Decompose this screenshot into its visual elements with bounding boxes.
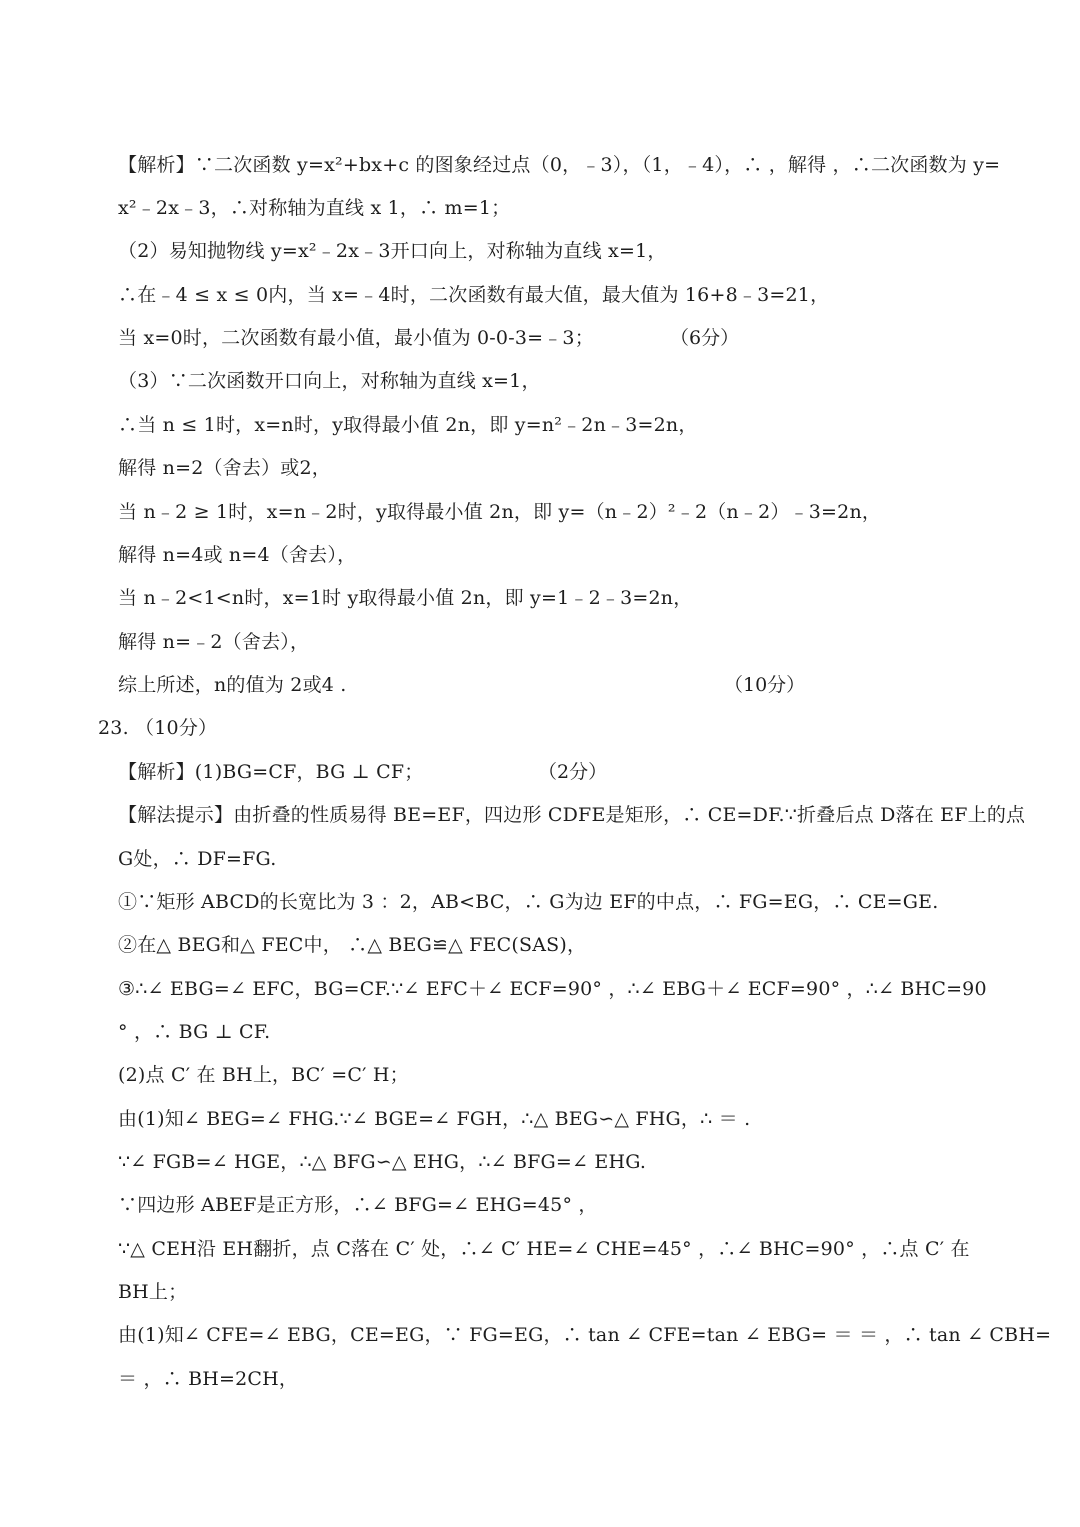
text-line-16: 【解法提示】由折叠的性质易得 BE=EF，四边形 CDFE是矩形，∴ CE=DF.∵折叠后点 D落在 EF上的点 (118, 804, 1026, 826)
text-line-13: 综上所述，n的值为 2或4 . (118, 674, 347, 696)
text-line-11: 当 n﹣2<1<n时，x=1时 y取得最小值 2n，即 y=1﹣2﹣3=2n， (118, 587, 693, 609)
text-line-15: 【解析】(1)BG=CF，BG ⊥ CF； (118, 761, 424, 783)
text-line-12: 解得 n=﹣2（舍去）， (118, 631, 310, 653)
text-line-5: 当 x=0时，二次函数有最小值，最小值为 0-0-3=﹣3； (118, 327, 594, 349)
score-6: （6分） (670, 327, 740, 349)
text-line-6: （3）∵二次函数开口向上，对称轴为直线 x=1， (118, 370, 541, 392)
text-line-1: 【解析】∵二次函数 y=x²+bx+c 的图象经过点（0，﹣3），（1，﹣4），∴ ，解得 ，∴二次函数为 y= (118, 154, 1001, 176)
question-23-heading: 23. （10分） (98, 717, 218, 739)
text-line-22: (2)点 C′ 在 BH上，BC′ =C′ H； (118, 1064, 409, 1086)
text-line-19: ②在△ BEG和△ FEC中， ∴△ BEG≌△ FEC(SAS)， (118, 934, 587, 956)
text-line-4: ∴在﹣4 ≤ x ≤ 0内，当 x=﹣4时，二次函数有最大值，最大值为 16+8﹣3=21， (118, 284, 830, 306)
text-line-10: 解得 n=4或 n=4（舍去）， (118, 544, 357, 566)
text-line-8: 解得 n=2（舍去）或2， (118, 457, 331, 479)
text-line-18: ①∵矩形 ABCD的长宽比为 3 ：2，AB<BC，∴ G为边 EF的中点，∴ FG=EG，∴ CE=GE. (118, 891, 939, 913)
text-line-7: ∴当 n ≤ 1时，x=n时，y取得最小值 2n，即 y=n²﹣2n﹣3=2n， (118, 414, 698, 436)
text-line-29: ＝ ，∴ BH=2CH， (118, 1368, 299, 1390)
text-line-17: G处，∴ DF=FG. (118, 848, 277, 870)
text-line-26: ∵△ CEH沿 EH翻折，点 C落在 C′ 处，∴∠ C′ HE=∠ CHE=45° ，∴∠ BHC=90° ，∴点 C′ 在 (118, 1238, 970, 1260)
text-line-27: BH上； (118, 1281, 188, 1303)
score-10: （10分） (724, 674, 806, 696)
text-line-20: ③∴∠ EBG=∠ EFC，BG=CF.∵∠ EFC＋∠ ECF=90° ，∴∠ EBG＋∠ ECF=90° ，∴∠ BHC=90 (118, 978, 987, 1000)
text-line-23: 由(1)知∠ BEG=∠ FHG.∵∠ BGE=∠ FGH，∴△ BEG∽△ FHG，∴ ＝ . (118, 1108, 751, 1130)
text-line-21: ° ，∴ BG ⊥ CF. (118, 1021, 271, 1043)
text-line-3: （2）易知抛物线 y=x²﹣2x﹣3开口向上，对称轴为直线 x=1， (118, 240, 667, 262)
text-line-24: ∵∠ FGB=∠ HGE，∴△ BFG∽△ EHG，∴∠ BFG=∠ EHG. (118, 1151, 647, 1173)
score-2: （2分） (538, 761, 608, 783)
text-line-2: x²﹣2x﹣3，∴对称轴为直线 x 1，∴ m=1； (118, 197, 511, 219)
text-line-28: 由(1)知∠ CFE=∠ EBG，CE=EG，∵ FG=EG，∴ tan ∠ CFE=tan ∠ EBG= ＝ ＝ ，∴ tan ∠ CBH= (118, 1324, 1052, 1346)
text-line-9: 当 n﹣2 ≥ 1时，x=n﹣2时，y取得最小值 2n，即 y=（n﹣2）²﹣2（n﹣2）﹣3=2n， (118, 501, 882, 523)
text-line-25: ∵四边形 ABEF是正方形，∴∠ BFG=∠ EHG=45° ， (118, 1194, 598, 1216)
